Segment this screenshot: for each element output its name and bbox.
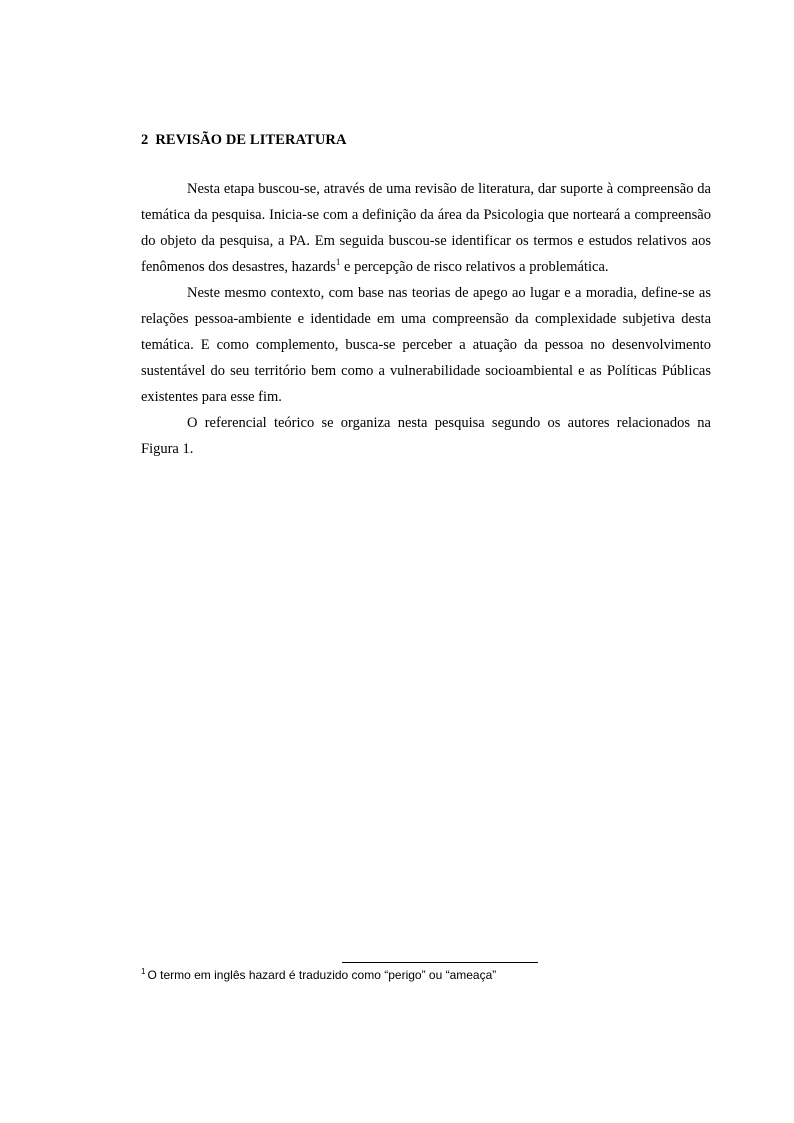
footnote-text: O termo em inglês hazard é traduzido como “perigo” ou “ameaça” — [147, 968, 497, 982]
footnote-marker: 1 — [141, 967, 146, 976]
section-heading — [141, 132, 347, 149]
paragraph-3: O referencial teórico se organiza nesta pesquisa segundo os autores relacionados na Figura 1. — [141, 415, 711, 457]
paragraph-1 — [141, 176, 711, 280]
paragraph-1-text-a: Nesta etapa buscou-se, através de uma revisão de literatura, dar suporte à compreensão da temática da pesquisa. Inicia-se com a definição da área da Psicologia que norteará a compreensão do objeto da pesquisa, a PA. Em seguida buscou-se identificar os termos e estudos relativos aos fenômenos dos desastres, hazards — [141, 181, 711, 275]
paragraph-1-text-b: e percepção de risco relativos a problemática. — [340, 259, 609, 275]
body-text — [141, 176, 711, 462]
footnote-separator — [342, 962, 538, 963]
footnote-reference[interactable]: 1 — [335, 257, 341, 267]
section-title: REVISÃO DE LITERATURA — [155, 132, 347, 148]
section-number: 2 — [141, 132, 149, 148]
footnote — [141, 967, 496, 983]
paragraph-2: Neste mesmo contexto, com base nas teorias de apego ao lugar e a moradia, define-se as relações pessoa-ambiente e identidade em uma compreensão da complexidade subjetiva desta temática. E como complemento, busca-se perceber a atuação da pessoa no desenvolvimento sustentável do seu território bem como a vulnerabilidade socioambiental e as Políticas Públicas existentes para esse fim. — [141, 285, 711, 405]
